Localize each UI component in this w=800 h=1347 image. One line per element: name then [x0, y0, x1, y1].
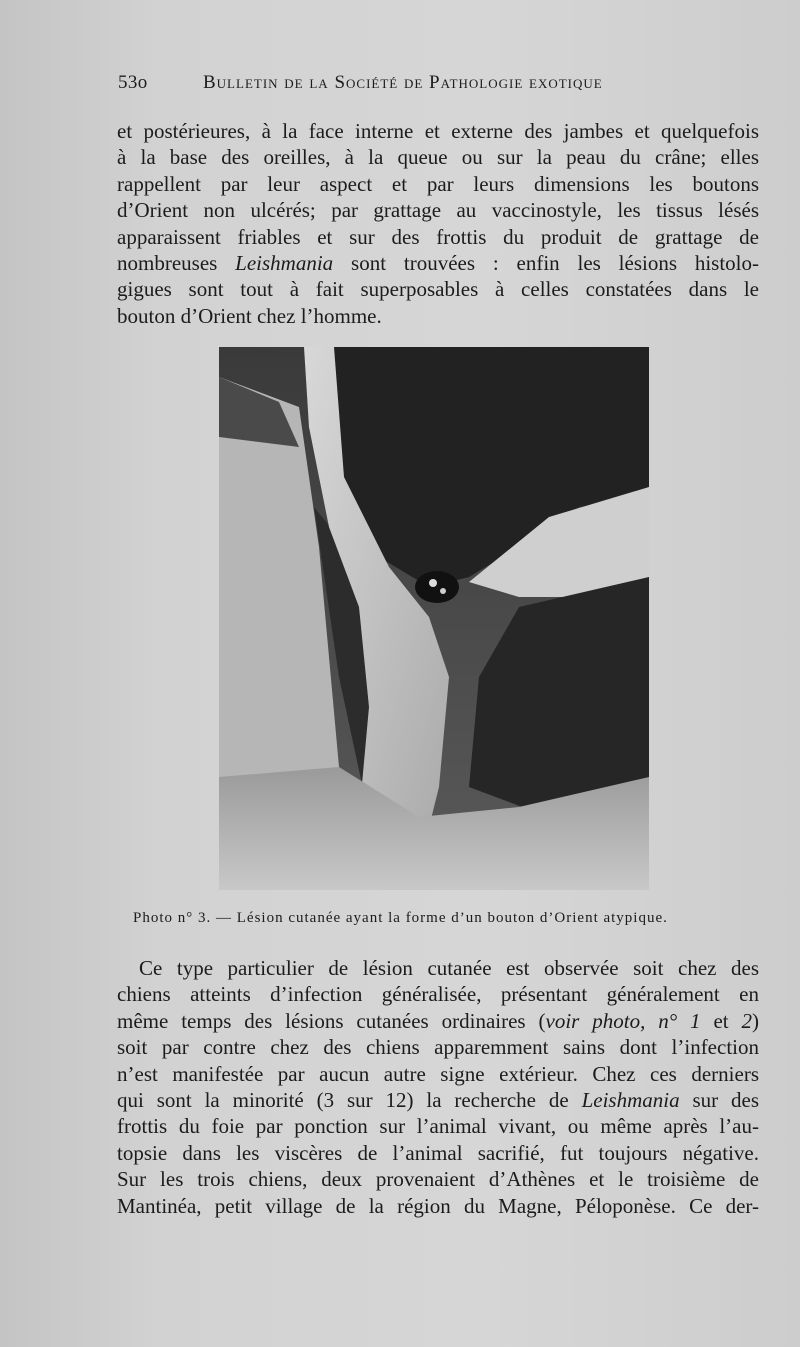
- text-line: chiens atteints d’infection généralisée, présentant généralement en: [117, 982, 759, 1007]
- italic-reference: 2: [741, 1008, 752, 1033]
- text-line: Mantinéa, petit village de la région du Magne, Péloponèse. Ce der-: [117, 1193, 759, 1218]
- text-fragment: ): [752, 1008, 759, 1033]
- text-line: Sur les trois chiens, deux provenaient d’Athènes et le troisième de: [117, 1167, 759, 1192]
- text-line: soit par contre chez des chiens apparemment sains dont l’infection: [117, 1035, 759, 1060]
- page-number: 53o: [118, 72, 148, 93]
- italic-term: Leishmania: [581, 1087, 680, 1112]
- text-fragment: sont trouvées : enfin les lésions histolo-: [351, 250, 759, 275]
- text-line: à la base des oreilles, à la queue ou sur la peau du crâne; elles: [117, 145, 759, 170]
- figure-caption: Photo n° 3. — Lésion cutanée ayant la forme d’un bouton d’Orient atypique.: [133, 910, 668, 926]
- text-line: gigues sont tout à fait superposables à celles constatées dans le: [117, 277, 759, 302]
- running-header: [118, 72, 758, 102]
- paragraph-1: [117, 118, 759, 329]
- text-fragment: et: [700, 1008, 742, 1033]
- text-line: apparaissent friables et sur des frottis du produit de grattage de: [117, 224, 759, 249]
- italic-reference: voir photo, n° 1: [545, 1008, 701, 1033]
- text-fragment: nombreuses: [117, 250, 218, 275]
- text-line: et postérieures, à la face interne et externe des jambes et quelquefois: [117, 119, 759, 143]
- text-line: [117, 250, 759, 276]
- journal-title: Bulletin de la Société de Pathologie exotique: [203, 72, 603, 93]
- text-line: bouton d’Orient chez l’homme.: [117, 303, 382, 328]
- text-line: d’Orient non ulcérés; par grattage au vaccinostyle, les tissus lésés: [117, 198, 759, 223]
- text-line: n’est manifestée par aucun autre signe extérieur. Chez ces derniers: [117, 1061, 759, 1086]
- text-line: [117, 1087, 759, 1113]
- photo-image: [219, 347, 649, 890]
- photo-lesion: [219, 347, 649, 890]
- italic-term: Leishmania: [235, 250, 334, 275]
- paragraph-2: [117, 955, 759, 1219]
- text-fragment: sur des: [679, 1087, 759, 1112]
- text-line: Ce type particulier de lésion cutanée est observée soit chez des: [139, 956, 759, 980]
- text-line: rappellent par leur aspect et par leurs dimensions les boutons: [117, 171, 759, 196]
- text-line: topsie dans les viscères de l’animal sacrifié, fut toujours négative.: [117, 1140, 759, 1165]
- text-fragment: même temps des lésions cutanées ordinaires (: [117, 1008, 546, 1033]
- text-line: frottis du foie par ponction sur l’animal vivant, ou même après l’au-: [117, 1114, 759, 1139]
- text-fragment: qui sont la minorité (3 sur 12) la recherche de: [117, 1087, 582, 1112]
- text-line: [117, 1008, 759, 1034]
